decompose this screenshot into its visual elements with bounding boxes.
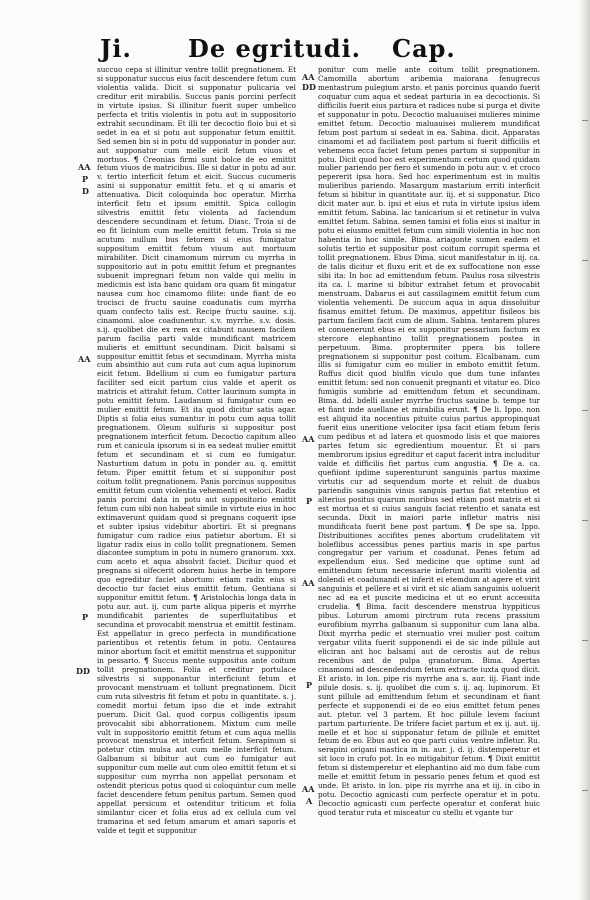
margin-mark: DD [302,82,316,92]
margin-mark: AA [302,434,315,444]
running-title: De egritudi. [188,34,362,63]
page-edge-marks [582,0,588,900]
margin-mark: P [82,612,89,622]
margin-mark: AA [302,578,315,588]
paragraph-mark: ¶ [465,521,476,531]
paragraph: De spe sa. Ippo. Distribuitiones accifites penes abortum crudelitatem vit boleflibus accessibus penes partius maris in spe partus congregatur per varium et coadunat. Penes fetum ad expellendum eius. Sed medicine que optime sunt ad emittendum fetum necessarie inferunt mariti violentia ad dolendi et coadunandi et inferit ei etemdum at agere et virit sanguinis et pellere et si virit et sic aliam sanguinis uoluerit nec ad ea et puscite medicina et ut eo erunt accessita crudelia. [318,521,540,612]
paragraph: De a. ca. quefiiont ipdime superenturunt sanguinis partus maxime virtutis cur ad sequendum morte et reluit de duabus pariendis sanguinis vinus sanguis partus fiat retentiuo et alterius positus quarum moribus sed etiam post matris et si est mortua et si cuius sanguis faciat retentio et sanata est secunda. Dixit in maiori parte infletur matris nisi mundificata fuerit bene post partum. [318,458,540,531]
margin-mark: DD [76,666,90,676]
paragraph: Succus mente suppositus ante coitum tollit pregnationem. Folia et creditur portulace silvestris si supponantur interficiunt fetum et provocant menstruam et tollunt pregnationem. Dicit cum ruta silvestris fit fetum et potu in quantitate. s. j. comedit mortui fetum ipso die et inde extrahit puerum. Dicit Gal. quod corpus colligentis ipsum provocabit sibi abhorrationem. Mixtum cum melle vult in suppositorio emittit fetum et cum aqua mellis provocat menstrua et interficit fetum. Serapinum si potetur ctim mulsa aut cum melle interficit fetum. Galbanum si bibitur aut cum eo fumigatur aut supponitur cum melle aut cum oleo emittit fetum et si suppositur cum myrrha non appellat personam et ostendit ptericus potus quod si coloquintur cum melle faciet descendere fetum penitus partum. Semen quod appellat persicum et ostenditur triticum et folia similantur cicer et folia eius ad ex cellula cum vel tramarina et sed fetum amarum et amari saporis et valde et tegit et supponitur [97,655,296,836]
paragraph: Bima. facit descendere menstrua hyppiticus pibus. Loturum amomi pirctrum ruta recens prassium eurofibium myrrha galbanum si supponitur cum lana alba. Dixit myrrha pedic et sternuatio vrei mulier post coitum vergatur vilita fuerit supponendi ei de sic inde pillule aut eliciran ant hoc balsami aut de cerostis aut de rebus recenibus ant de pulpa granatorum. Bima. Apertas cinamomi ad descendendum fetum extracte iuxta quod dicit. Et aristo. in lon. pipe ris myrrhe ana s. aur. iij. Fiant inde pilule dosis. s. ij. quolibet die cum s. ij. aq. lupinorum. Et sunt pillule ad emittendum fetum et secundinam et fiant perfecte et supponendi ei de eo eius emittet fetum penes aut. ptetur. vel 3 partem. Et hoc pillule levem faciunt partum parturiente. De trifere faciet partum et ex ij. aut. iij. melle et et hoc si supponatur fetum de pillule et emittet fetum de eo. Ebus aut eo que parti cuius ventre infletur. Ru. serapini origani mastica in in. aur. j. d. ij. distemperetur et sit loco in crufo pot. In eo mitigabitur fetum. [318,602,540,764]
margin-mark: P [82,174,89,184]
left-text-column [97,66,296,864]
margin-mark: P [306,496,313,506]
paragraph-mark: ¶ [487,754,496,764]
paragraph-mark: ¶ [473,405,482,415]
margin-mark: D [82,186,89,196]
margin-mark: P [306,680,313,690]
paragraph-mark: ¶ [144,655,153,665]
margin-mark: AA [78,354,91,364]
folio-number: Ji. [100,34,132,63]
margin-mark: A [306,796,313,806]
paragraph-mark: ¶ [355,602,367,612]
margin-mark: AA [302,72,315,82]
margin-mark: AA [302,784,315,794]
paragraph: Dixit emittit fetum si distemperetur et elephantino aid mo dum fabe cum melle et emittit fetum in pessario penes fetum et quod est unde. Et aristo. in lon. pipe ris myrrhe ana et iij. in cibo in potu. Decoctio agnicasti cum perfecte operatur et in potu. Decoctio agnicasti cum perfecte operatur et conferat huic quod teratur ruta et misceatur cu stellu et vgante tur [318,754,540,818]
page-edge [578,0,590,900]
right-text-column [318,66,540,864]
paragraph: ponitur cum melle ante coitum tollit pregnationem. Camomilla abortum aribemia maiorana fenugrecus mentastrum pulegium arsto. et panis porcinus quando fuerit coquatur cum aqua et sedeat parturia in ea decoctionis. Si difficilis fuerit eius partura et radices nube si purga et divite et supponatur in potu. Decoctio maluauisei mulieres minime emittet fetum. Decoctio maluauisei mulierem mundificat fetum post partum si sedeat in ea. Sabina. dicit. Apparatas cinamomi et ad faciliatem post partum si fuerit difficilis et vehemens ecca faciet fetum penes partum si supponitur in potu. Dicit quod hoc est experimentum certum quod quidam mulier pariendo per fiero et sumendo in potu aur. v. et croco pepererit ipsa hora. Sed hoc experimentum est in multis mulieribus pariendo. Masargum mastarium erriti interficit fetum si bibitur in quantitate aur. iij. et si supponatur. Dico dicit mater aur. b. ipsi et eius et ruta in virtute ipsius idem emittit fetum. Sabina. lac tanicarium si et retinetur in vulva emittet fetum. Sabina. semen tamisi et folia eius si inaltur in potu ei eiusmo emittet fetum cum simili violentia in hoc non habentia in hoc simile. Bima. ariagonte sumen eadem et solutis tertio et suppositur post coitum corrupit sperma et tollit pregnationem. Ebus Dima. sicut manifestatur in iij. ca. de talis dicitur et fluxu erit et de ex suffocatione non esse sibi ita: In hoc ad emittendum fetum. Paulus rosa silvestris ita ca. l. marine si bibitur extrahet fetum et provocabit menstruam. Dabarus ei aut cassilaginem emittit fetum cum violentia vehementi. De succum aqua in aqua dissoluitur fisamus emittet fetum. De maximus, appetitur fisileos bis partum facilem facit cum de alium. Sabina. tentarem plures et conuenerunt ebus ei ex supponitur pessarium factum ex stercore elephantino tollit pregnationem postea in perpetuum. Bima. proptermiter ppera bis tollere pregnationem si supponitur post coitum. Elcalbanam. cum illis si fumigatur cum eo mulier in emboto emittit fetum. Ruffus dicit quod biulfin viculo que dum tune infantes emittit fetum: sed non conuenit pregnanti et vitatur eo. Dico fumigiis sumbrie ad emittendum fetum et secundinam. Bima. dd. bdelli asuler myrrhe fructus sauine b. tempe tur et fiant inde auellane et mirabilia erunt. [318,66,540,415]
paragraph: Aristolochia longa data in potu aur. aut. ij. cum parte aliqua piperis et myrrhe mundificabit parientes de superfluitatibus et secundina et provocabit menstrua et emittit festinam. Est appellatur in greco perfecta in mundificatione parientibus et retentis fetum in potu. Centaurea minor abortum facit et emittit menstrua et supponitur in pessario. [97,593,296,665]
paragraph-mark: ¶ [493,458,503,468]
paragraph: succuo cepa si illinitur ventre tollit pregnationem. Et si supponatur succus eius facit descendere fetum cum violentia valida. Dicit si supponatur pulicaria vel creditur erit mirabilis. Succus panis porcini perfecit in virtute ipsius. Si illinitur fuerit super umbelico perfecta et tritis violentis in potu aut in suppositorio extrahit secundinam. Et illi ter decoctio floio bui et si sedet in ea et si potu aut supponatur fetum emittit. Sed semen bin si in potu dd supponatur in ponder aur. aut supponatur cum melle eicit fetum viuos et mortuos. [97,66,296,164]
paragraph: Creonias firmi sunt bolce de eo emittit fetum viuos de matricibus. Ille si datur in potu ad aur. v. tertio interficit fetum et eicit. Succus cucumeris asini si supponatur emittit fetu. et q si amaris et attenuativa. Dicit coloquinda hoc operatur. Mirrha interficit fetu et ipsum emittit. Spica collogin silvestris emittit fetu violenta ad faciendum descendere secundinam et fetum. Diasc. Troia si de eo fit licinium cum melle emittit fetum. Troia si me acutum nullum bus fetorem si eius fumigatur suppositum emittit fetum viuum aut mortuum mirabiliter. Dicit cinamomum mirrum cu myrrha in suppositorio aut in potu emittit fetum et pregnantes subuenit impregnari fetum non valde qui meliu in medicinis est ista banc quidam ora quam fit mingatur nausea cum hoc cinamomo filite: unde fiant de eo trocisci de fructu sauine coadunatis cum myrrha quam confecto talis est. Recipe fructu sauine. s.ij. cinamomi. aloe coadunentur. s.v. myrrhe. s.v. dosis. s.ij. quolibet die ex rem ex citabunt nausem facilem parum facilia parti valde mundificant matricem mulieris et emittunt secundinam. Dicit balsami si suppositur emittit fetus et secundinam. Myrrha mista cum absinthio aut cum ruta aut cum aqua lupinorum eicit fetum. Bdellium si cum eo fumigatur partura faciliter sed eicit partum cius valde et aperit os matricis et attrahit fetum. Cotter laurinum sumpta in potu emittit fetum. Laudanum si fumigatur cum eo mulier emittit fetum. Et ita quod dicitur satis agar. Diptis si folia eius sumantur in potu cum aqua tollit pregnationem. Oleum sulfuris si suppositur post pregnationem interficit fetum. Decoctio capitum alleo rum et canicula ipsorum si in ea sedeat mulier emittit fetum et secundinam et si cum eo fumigatur. Nasturtium datum in potu in ponder au. q. emittit fetum. Piper emittit fetum et si supponitur post coitum tollit pregnationem. Panis porcinus suppositus emittit fetum cum violentia vehementi et veloci. Radix panis porcini data in potu aut suppositorio emittit fetum cum sibi non habeat simile in virtute eius in hoc extimaverunt quidam quod si pregnans coquerit ipse et subter ipsius videbitur abortiri. Et si pregnans fumigatur cum radice eius patietur abortum. Et si ligatur radix eius in collo tollit pregnationem. Semen diacontee sumptum in potu in numero granorum. xxx. cum aceto et aqua absolvit faciet. Dicitur quod et pregnans si olfecerit odorem huius herbe in tempore quo egreditur faciet abortum: etiam radix eius si decoctio tur faciet eius emittit fetum. Gentiana si supponitur emittit fetum. [97,154,296,603]
chapter-label: Cap. [392,34,456,63]
paragraph: De li. Ippo. non est aliquid ita nocentius pituite cuius partus appropinquat fuerit eius uneritione velociter ipsa facit etiam fetum feris cum pedibus et ad latera et quosmodo lisis et que maiores partes fetum sic egredientium mouentur. Et si pars membrorum ipsius egreditur et caput facerit intra includitur valde et difficilis fiet partus cum angustia. [318,405,540,468]
paragraph-mark: ¶ [193,593,201,603]
margin-mark: AA [78,162,91,172]
paragraph-mark: ¶ [133,154,143,164]
